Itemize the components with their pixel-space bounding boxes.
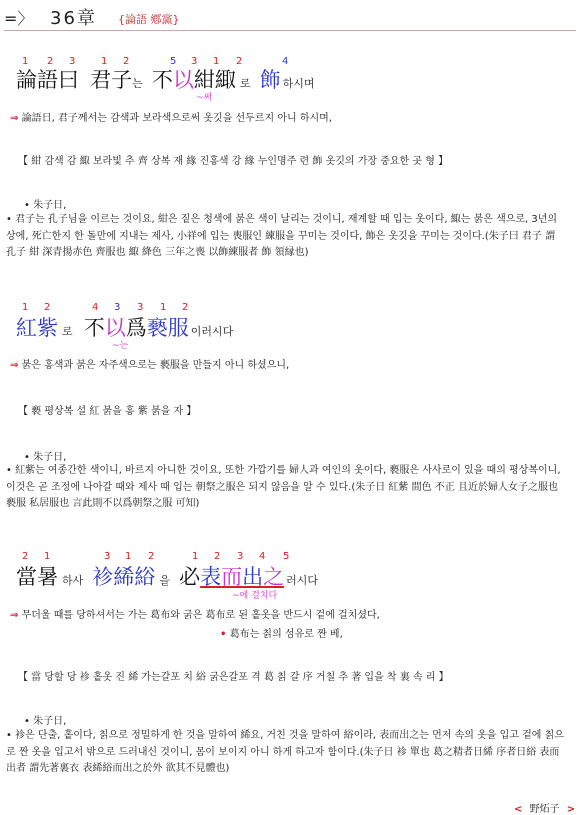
s3-word: 當暑 xyxy=(16,565,58,589)
s1-particle: 하시며 xyxy=(282,77,315,90)
s3-translation-note xyxy=(220,625,343,640)
s2-num: 2 xyxy=(182,302,189,313)
s3-num: 4 xyxy=(259,551,266,562)
s2-word: 紅紫 xyxy=(16,316,58,340)
header-arrow: =〉 xyxy=(4,9,34,28)
s3-word: 表 xyxy=(200,565,222,589)
s3-particle: 러시다 xyxy=(286,574,318,587)
s3-word: 出 xyxy=(242,565,264,589)
s1-word: 紺緅 xyxy=(193,68,236,92)
footer-label[interactable]: 野炻子 xyxy=(529,804,560,815)
s1-num: 4 xyxy=(282,56,289,67)
s2-zhu-label: • 朱子日, xyxy=(24,452,67,463)
chapter-source: {論語 鄕黨} xyxy=(118,13,180,26)
s3-word: 袗 xyxy=(92,565,114,589)
s1-num: 2 xyxy=(236,56,243,67)
s3-num: 5 xyxy=(283,551,290,562)
s3-translation-text: 무더울 때를 당하셔서는 가는 葛布와 굵은 葛布로 된 홑옷을 반드시 겉에 걸치셨다, xyxy=(21,610,380,621)
s3-zhu-label: • 朱子日, xyxy=(24,716,67,727)
s3-particle: 을 xyxy=(159,574,170,587)
s1-vocab: 【 紺 감색 감 緅 보라빛 추 齊 상복 재 緣 진홍색 강 緣 누인명주 련 飾 옷깃의 가장 중요한 곳 형 】 xyxy=(18,156,449,167)
s3-commentary: • 袗은 단출, 홑이다, 칡으로 정밀하게 한 것을 말하여 絺요, 거친 것을 말하여 綌이라, 表而出之는 먼저 속의 옷을 입고 겉에 칡으로 짠 옷을 입고서 밖으로 드러내신 것이니, 몸이 보이지 아니 하게 하고자 함이다.(朱子日 袗 單也 葛之精者日絺 序者日綌 表而出者 謂先著裏衣 表絺綌而出之於外 欲其不見體也) xyxy=(6,730,564,774)
s2-commentary: • 紅紫는 여종간한 색이니, 바르지 아니한 것이요, 또한 가깝기를 婦人과 여인의 옷이다, 褻服은 사사로이 있을 때의 평상복이니, 이것은 곧 조정에 나아갈 때와 제사 때 입는 朝祭之服은 되지 않음을 알 수 있다.(朱子日 紅紫 間色 不正 且近於婦人女子之服也 褻服 私居服也 言此則不以爲朝祭之服 可知) xyxy=(6,465,561,509)
arrow-icon: ⇒ xyxy=(10,360,19,371)
s3-word: 必 xyxy=(179,565,201,589)
s2-num: 3 xyxy=(114,302,121,313)
s2-num: 3 xyxy=(137,302,144,313)
s3-num: 1 xyxy=(44,551,51,562)
s1-word: 以 xyxy=(172,68,194,92)
s3-word: 絺綌 xyxy=(113,565,156,589)
s2-translation-text: 붉은 홍색과 붉은 자주색으로는 褻服을 만들지 아니 하셨으니, xyxy=(21,360,290,371)
footer-nav xyxy=(514,800,575,815)
s2-word: 不 xyxy=(83,316,105,340)
s1-word: 不 xyxy=(151,68,173,92)
s3-num: 1 xyxy=(125,551,132,562)
s2-vocab: 【 褻 평상복 설 紅 붉을 홍 紫 붉을 자 】 xyxy=(18,406,197,417)
s1-num: 5 xyxy=(170,56,177,67)
s1-translation-text: 論語日, 君子께서는 감색과 보라색으로써 옷깃을 선두르지 아니 하시며, xyxy=(21,113,333,124)
s1-particle: 로 xyxy=(239,77,251,90)
s1-particle: 는 xyxy=(132,77,143,90)
s2-num: 4 xyxy=(92,302,99,313)
s2-note: ~는 xyxy=(112,341,129,351)
s2-num: 1 xyxy=(22,302,29,313)
s1-note: ~써 xyxy=(196,93,213,103)
s1-verse xyxy=(16,64,314,94)
s1-translation xyxy=(10,109,332,124)
s3-num: 2 xyxy=(22,551,29,562)
s2-word: 爲 xyxy=(125,316,147,340)
s1-num: 1 xyxy=(101,56,108,67)
bullet-icon: • xyxy=(220,629,227,640)
s3-num: 3 xyxy=(104,551,111,562)
s3-num: 1 xyxy=(192,551,199,562)
s3-translation-note-text: 葛布는 칡의 섬유로 짠 베, xyxy=(229,629,343,640)
s1-num: 3 xyxy=(69,56,76,67)
s1-num: 1 xyxy=(22,56,29,67)
s2-translation xyxy=(10,356,289,371)
s1-word: 論語曰 xyxy=(16,68,79,92)
s2-num: 1 xyxy=(160,302,167,313)
s3-num: 3 xyxy=(237,551,244,562)
arrow-icon: ⇒ xyxy=(10,113,19,124)
header-divider xyxy=(4,30,576,31)
s2-word: 褻服 xyxy=(146,316,189,340)
s3-vocab: 【 當 당할 당 袗 홑옷 진 絺 가는갈포 치 綌 굵은갈포 격 葛 칡 갈 序 거칠 추 著 입을 착 裏 속 리 】 xyxy=(18,672,449,683)
s1-word: 飾 xyxy=(259,68,281,92)
next-link[interactable]: > xyxy=(566,804,576,815)
s2-word: 以 xyxy=(104,316,126,340)
s3-translation xyxy=(10,606,380,621)
s2-particle: 이러시다 xyxy=(190,325,234,338)
s1-num: 2 xyxy=(123,56,130,67)
prev-link[interactable]: < xyxy=(514,804,523,815)
s3-verse xyxy=(16,561,318,591)
s1-num: 3 xyxy=(191,56,198,67)
s3-particle: 하사 xyxy=(62,574,84,587)
s1-num: 1 xyxy=(213,56,220,67)
chapter-title: 36章 xyxy=(50,8,97,29)
s3-num: 2 xyxy=(214,551,221,562)
s1-zhu-label: • 朱子日, xyxy=(24,200,67,211)
arrow-icon: ⇒ xyxy=(10,610,19,621)
s1-num: 2 xyxy=(47,56,54,67)
s1-word: 君子 xyxy=(90,68,133,92)
s1-commentary: • 君子는 孔子님을 이르는 것이요, 紺은 짙은 청색에 붉은 색이 날리는 것이니, 재계할 때 입는 옷이다, 緅는 붉은 색으로, 3년의 상에, 死亡한지 한 돌만에 지내는 제사, 小祥에 입는 喪服인 練服을 꾸미는 것이다, 飾은 옷깃을 꾸미는 것이다.(朱子曰 君子 謂孔子 紺 深青揚赤色 齊服也 緅 絳色 三年之喪 以飾練服者 飾 領縁也) xyxy=(6,214,558,258)
s3-word: 而 xyxy=(221,565,243,589)
s3-note: ~에 걸치다 xyxy=(232,591,278,601)
s3-num: 2 xyxy=(148,551,155,562)
s2-num: 2 xyxy=(44,302,51,313)
s3-word: 之 xyxy=(263,565,285,589)
s2-particle: 로 xyxy=(62,325,73,338)
